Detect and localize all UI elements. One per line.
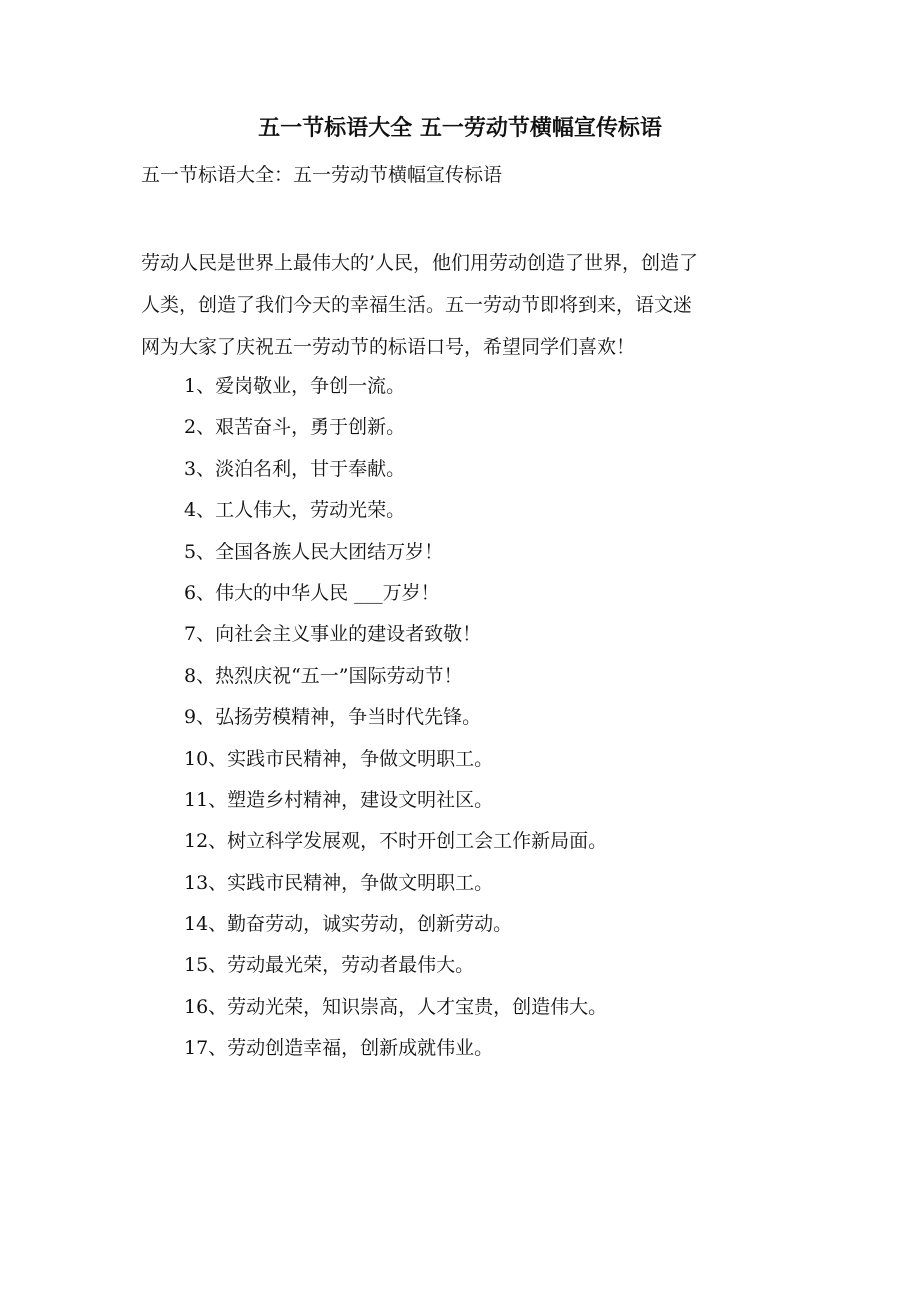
slogan-item: 15、劳动最光荣，劳动者最伟大。 bbox=[184, 954, 475, 977]
slogan-item: 4、工人伟大，劳动光荣。 bbox=[184, 499, 406, 522]
slogan-item: 3、淡泊名利，甘于奉献。 bbox=[184, 457, 406, 480]
slogan-item: 5、全国各族人民大团结万岁！ bbox=[184, 540, 444, 563]
intro-line: 网为大家了庆祝五一劳动节的标语口号，希望同学们喜欢！ bbox=[141, 336, 636, 358]
page-title: 五一节标语大全 五一劳动节横幅宣传标语 bbox=[258, 115, 662, 141]
slogan-item: 7、向社会主义事业的建设者致敬！ bbox=[184, 623, 482, 646]
slogan-item: 11、塑造乡村精神，建设文明社区。 bbox=[184, 788, 494, 811]
slogan-list bbox=[0, 366, 920, 1070]
slogan-item: 14、勤奋劳动，诚实劳动，创新劳动。 bbox=[184, 913, 513, 936]
slogan-item: 13、实践市民精神，争做文明职工。 bbox=[184, 871, 494, 894]
slogan-item: 1、爱岗敬业，争创一流。 bbox=[184, 375, 406, 397]
slogan-item: 10、实践市民精神，争做文明职工。 bbox=[184, 747, 494, 770]
slogan-item: 16、劳动光荣，知识崇高，人才宝贵，创造伟大。 bbox=[184, 995, 608, 1018]
intro-paragraph bbox=[141, 242, 698, 368]
slogan-item: 12、树立科学发展观，不时开创工会工作新局面。 bbox=[184, 830, 608, 853]
intro-line: 人类，创造了我们今天的幸福生活。五一劳动节即将到来，语文迷 bbox=[141, 294, 693, 316]
slogan-item: 8、热烈庆祝“五一”国际劳动节！ bbox=[184, 664, 463, 687]
page-subtitle: 五一节标语大全：五一劳动节横幅宣传标语 bbox=[141, 164, 503, 186]
slogan-item: 2、艰苦奋斗，勇于创新。 bbox=[184, 416, 406, 439]
slogan-item: 6、伟大的中华人民 ___万岁！ bbox=[184, 581, 440, 604]
slogan-item: 9、弘扬劳模精神，争当时代先锋。 bbox=[184, 706, 482, 729]
slogan-item: 17、劳动创造幸福，创新成就伟业。 bbox=[184, 1037, 494, 1060]
intro-line: 劳动人民是世界上最伟大的’人民，他们用劳动创造了世界，创造了 bbox=[141, 252, 699, 274]
